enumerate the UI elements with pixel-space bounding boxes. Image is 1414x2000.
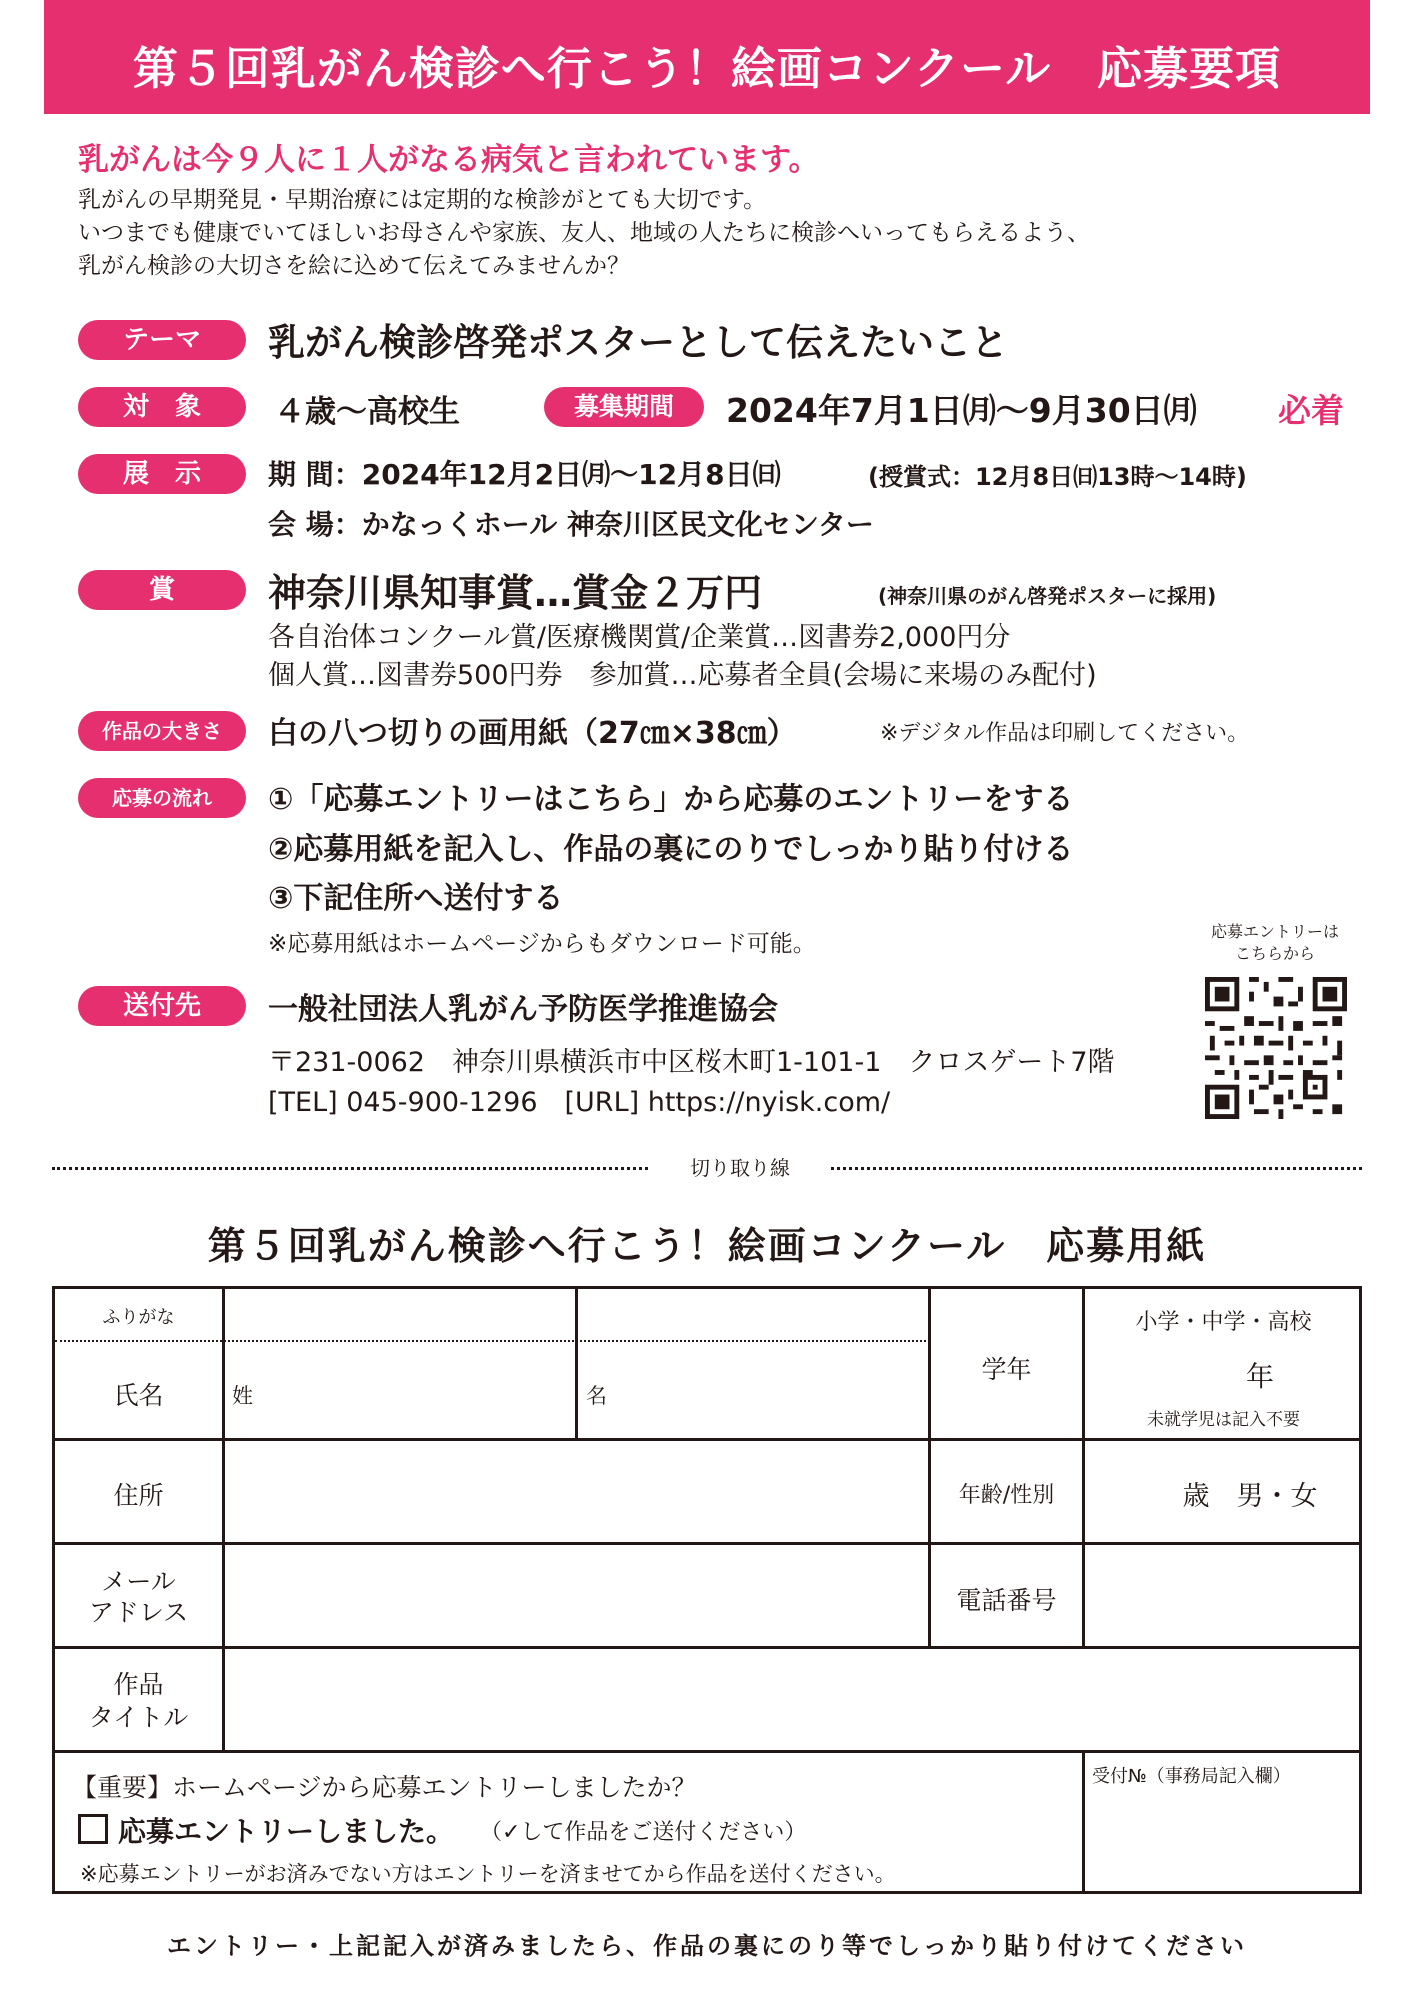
target-label: 対 象 [78,387,246,427]
address-label: 住所 [113,1481,164,1510]
name-label: 氏名 [113,1381,164,1410]
grade-label: 学年 [981,1355,1032,1384]
flow-step-2: ②応募用紙を記入し、作品の裏にのりでしっかり貼り付ける [268,832,1074,867]
period-label: 募集期間 [544,387,704,427]
qr-caption-line-1: 応募エントリーは [1210,922,1339,941]
important-question: 【重要】ホームページから応募エントリーしましたか？ [72,1773,697,1802]
form-col-divider [1082,1286,1085,1646]
exhibition-venue: 会 場：かなっくホール 神奈川区民文化センター [268,508,874,541]
email-label-line-2: アドレス [88,1598,189,1627]
target-value: ４歳〜高校生 [274,394,460,430]
cut-line-label: 切り取り線 [650,1152,830,1181]
email-field[interactable] [227,1547,925,1643]
send-org: 一般社団法人乳がん予防医学推進協会 [268,992,778,1027]
form-row-divider [52,1646,1362,1649]
reception-label: 受付№（事務局記入欄） [1092,1766,1291,1787]
entry-checkbox-label: 応募エントリーしました。 [118,1815,455,1848]
prize-label: 賞 [78,570,246,610]
size-label: 作品の大きさ [78,711,246,751]
furigana-divider [55,1340,930,1342]
form-title: 第５回乳がん検診へ行こう！絵画コンクール 応募用紙 [207,1224,1207,1268]
size-note: ※デジタル作品は印刷してください。 [880,721,1250,746]
flow-note: ※応募用紙はホームページからもダウンロード可能。 [268,931,816,957]
entry-qr-code[interactable] [1205,977,1347,1119]
given-name-field[interactable] [580,1345,926,1435]
form-col-divider [222,1286,225,1750]
furigana-surname-field[interactable] [227,1294,573,1338]
send-label: 送付先 [78,986,246,1026]
entry-checkbox[interactable] [78,1814,108,1844]
period-note: 必着 [1278,391,1344,430]
intro-line-2: いつまでも健康でいてほしいお母さんや家族、友人、地域の人たちに検診へいってもらえるよう、 [78,220,1090,246]
flow-step-1: ①「応募エントリーはこちら」から応募のエントリーをする [268,782,1074,817]
entry-note: ※応募エントリーがお済みでない方はエントリーを済ませてから作品を送付ください。 [80,1862,896,1886]
email-label [55,1566,222,1628]
furigana-label: ふりがな [102,1307,175,1328]
work-title-label-line-2: タイトル [88,1703,189,1732]
period-value: 2024年7月1日㈪〜9月30日㈪ [726,391,1197,430]
exhibition-ceremony: (授賞式：12月8日㈰13時〜14時) [868,463,1247,491]
footer-instruction: エントリー・上記記入が済みましたら、作品の裏にのり等でしっかり貼り付けてください [167,1932,1247,1960]
age-sex-value[interactable]: 歳 男・女 [1182,1481,1318,1512]
entry-checkbox-row[interactable] [78,1810,454,1850]
intro-line-1: 乳がんの早期発見・早期治療には定期的な検診がとても大切です。 [78,187,767,213]
size-value: 白の八つ切りの画用紙（27㎝×38㎝） [268,716,797,751]
form-row-divider [52,1750,1362,1753]
school-options[interactable]: 小学・中学・高校 [1135,1310,1312,1335]
grade-year: 年 [1245,1360,1274,1393]
email-label-line-1: メール [101,1567,176,1596]
send-contact: [TEL] 045-900-1296 [URL] https://nyisk.com/ [268,1087,891,1118]
send-address: 〒231-0062 神奈川県横浜市中区桜木町1-101-1 クロスゲート7階 [268,1047,1115,1078]
prize-line-2: 各自治体コンクール賞/医療機関賞/企業賞…図書券2,000円分 [268,622,1011,653]
surname-label: 姓 [232,1384,253,1408]
work-title-label-line-1: 作品 [113,1670,164,1699]
qr-caption [1196,921,1354,965]
work-title-field[interactable] [227,1651,1359,1747]
lead-text: 乳がんは今９人に１人がなる病気と言われています。 [78,142,820,178]
form-col-divider [575,1286,578,1438]
qr-caption-line-2: こちらから [1234,944,1315,963]
flow-label: 応募の流れ [78,778,246,818]
flow-step-3: ③下記住所へ送付する [268,881,564,916]
phone-field[interactable] [1087,1547,1359,1643]
prize-main-note: (神奈川県のがん啓発ポスターに採用) [878,584,1217,608]
exhibition-period: 期 間：2024年12月2日㈪〜12月8日㈰ [268,458,781,491]
age-sex-label: 年齢/性別 [958,1483,1055,1508]
form-row-divider [52,1438,1362,1441]
surname-field[interactable] [227,1345,573,1435]
phone-label: 電話番号 [956,1586,1057,1615]
intro-line-3: 乳がん検診の大切さを絵に込めて伝えてみませんか？ [78,253,630,279]
prize-line-3: 個人賞…図書券500円券 参加賞…応募者全員(会場に来場のみ配付) [268,660,1097,691]
furigana-given-field[interactable] [580,1294,926,1338]
check-note: （✓して作品をご送付ください） [480,1820,807,1845]
page-title: 第５回乳がん検診へ行こう！絵画コンクール 応募要項 [44,0,1370,114]
given-name-label: 名 [586,1384,607,1408]
grade-note: 未就学児は記入不要 [1147,1410,1300,1430]
work-title-label [55,1668,222,1734]
exhibition-label: 展 示 [78,454,246,494]
theme-label: テーマ [78,320,246,360]
prize-main: 神奈川県知事賞…賞金２万円 [268,571,763,615]
address-field[interactable] [227,1443,925,1539]
theme-value: 乳がん検診啓発ポスターとして伝えたいこと [268,321,1008,364]
form-row-divider [52,1542,1362,1545]
form-col-divider [1082,1750,1085,1894]
